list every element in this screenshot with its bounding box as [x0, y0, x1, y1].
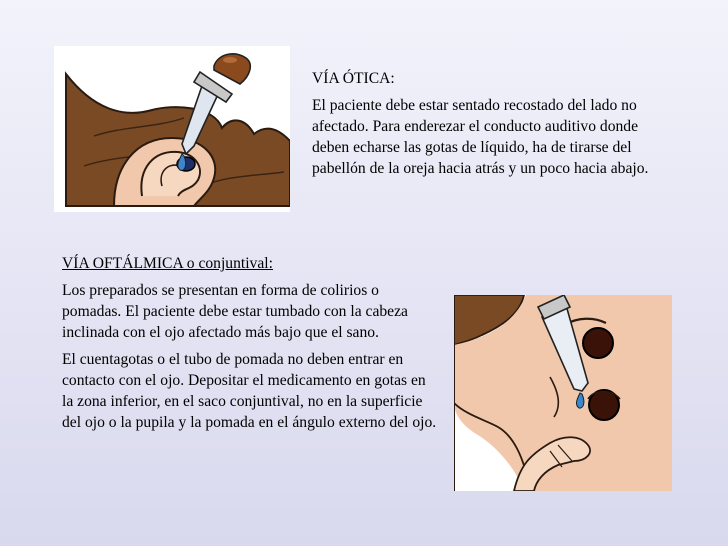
eye-icon: [583, 328, 613, 358]
otic-body: El paciente debe estar sentado recostado del lado no afectado. Para enderezar el conducto auditivo donde deben echarse las gotas de líquido, ha de tirarse del pabellón de la oreja hacia atrás y un poco hacia abajo.: [312, 97, 649, 177]
otic-heading: VÍA ÓTICA:: [312, 70, 395, 87]
ophthalmic-paragraph-1: Los preparados se presentan en forma de colirios o pomadas. El paciente debe estar tumbado con la cabeza inclinada con el ojo afectado más bajo que el sano.: [62, 282, 408, 341]
otic-section: [312, 68, 657, 185]
ear-drops-illustration: [54, 46, 290, 212]
eye-drops-illustration: [454, 295, 672, 491]
ophthalmic-heading: VÍA OFTÁLMICA o conjuntival:: [62, 255, 273, 272]
ophthalmic-paragraph-2: El cuentagotas o el tubo de pomada no deben entrar en contacto con el ojo. Depositar el medicamento en gotas en la zona inferior, en el saco conjuntival, no en la superficie del ojo o la pupila y la pomada en el ángulo externo del ojo.: [62, 351, 437, 431]
ophthalmic-section: [62, 253, 438, 439]
